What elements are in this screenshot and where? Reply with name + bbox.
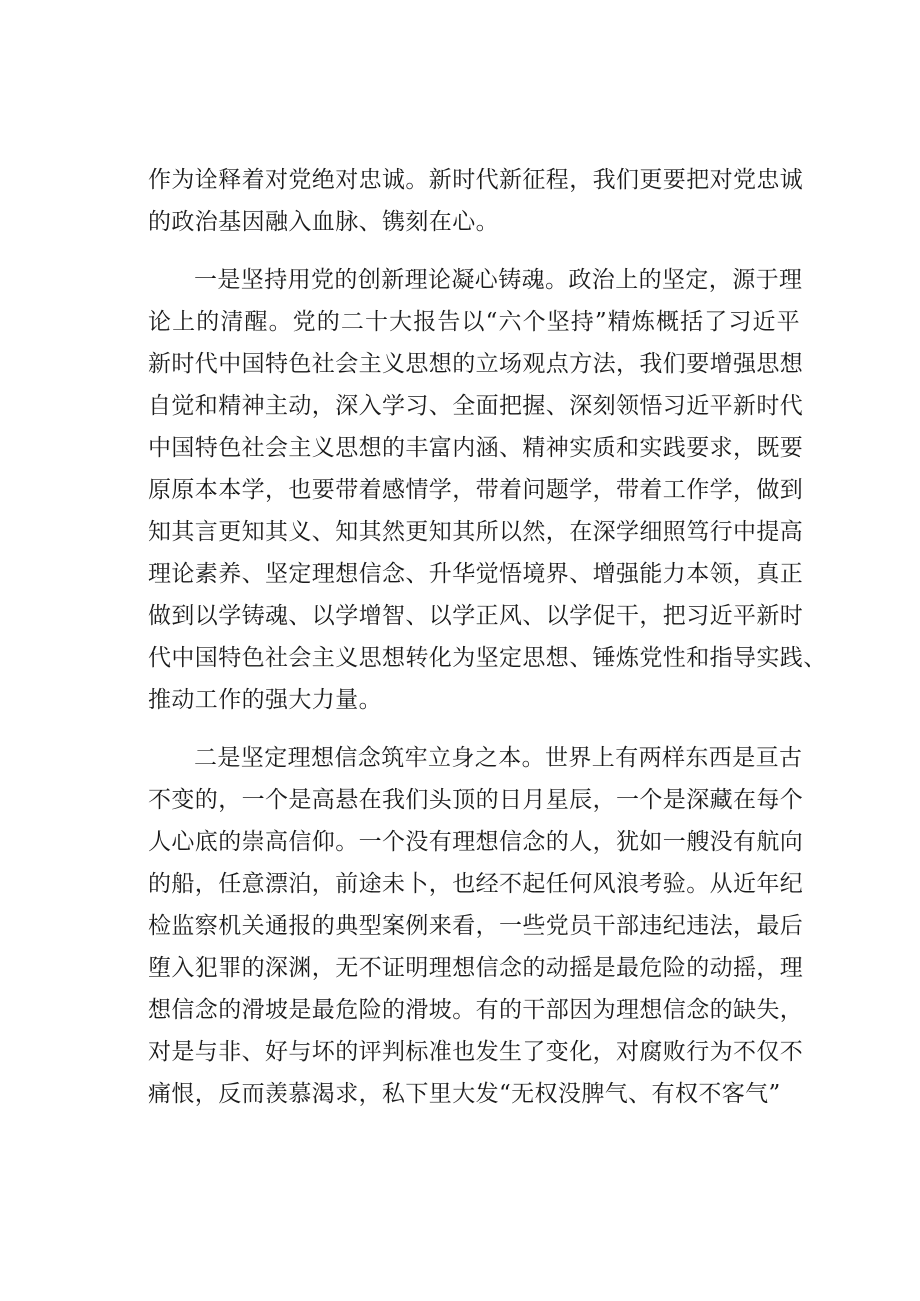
text-line: 推动工作的强大力量。 (148, 687, 382, 713)
text-line: 想信念的滑坡是最危险的滑坡。有的干部因为理想信念的缺失， (148, 997, 804, 1023)
text-line: 痛恨，反而羡慕渴求，私下里大发“无权没脾气、有权不客气” (148, 1081, 781, 1107)
text-line: 作为诠释着对党绝对忠诚。新时代新征程，我们更要把对党忠诚 (148, 167, 804, 193)
text-line: 新时代中国特色社会主义思想的立场观点方法，我们要增强思想 (148, 351, 804, 377)
text-line: 的船，任意漂泊，前途未卜，也经不起任何风浪考验。从近年纪 (148, 871, 804, 897)
text-line: 不变的，一个是高悬在我们头顶的日月星辰，一个是深藏在每个 (148, 787, 804, 813)
text-line: 的政治基因融入血脉、镌刻在心。 (148, 209, 499, 235)
text-line: 做到以学铸魂、以学增智、以学正风、以学促干，把习近平新时 (148, 603, 804, 629)
text-line: 自觉和精神主动，深入学习、全面把握、深刻领悟习近平新时代 (148, 393, 804, 419)
paragraph-gap (148, 721, 800, 737)
text-line: 堕入犯罪的深渊，无不证明理想信念的动摇是最危险的动摇，理 (148, 955, 804, 981)
text-line: 一是坚持用党的创新理论凝心铸魂。政治上的坚定，源于理 (194, 267, 803, 293)
text-line: 检监察机关通报的典型案例来看，一些党员干部违纪违法，最后 (148, 913, 804, 939)
paragraph (148, 259, 827, 721)
paragraph (148, 737, 804, 1115)
text-line: 对是与非、好与坏的评判标准也发生了变化，对腐败行为不仅不 (148, 1039, 804, 1065)
text-line: 原原本本学，也要带着感情学，带着问题学，带着工作学，做到 (148, 477, 804, 503)
text-line: 知其言更知其义、知其然更知其所以然，在深学细照笃行中提高 (148, 519, 804, 545)
text-line: 代中国特色社会主义思想转化为坚定思想、锤炼党性和指导实践、 (148, 645, 827, 671)
text-line: 人心底的崇高信仰。一个没有理想信念的人，犹如一艘没有航向 (148, 829, 804, 855)
text-line: 理论素养、坚定理想信念、升华觉悟境界、增强能力本领，真正 (148, 561, 804, 587)
paragraph-gap (148, 243, 800, 259)
text-line: 中国特色社会主义思想的丰富内涵、精神实质和实践要求，既要 (148, 435, 804, 461)
text-line: 论上的清醒。党的二十大报告以“六个坚持”精炼概括了习近平 (148, 309, 800, 335)
paragraph (148, 159, 804, 243)
document-body (148, 159, 827, 1115)
text-line: 二是坚定理想信念筑牢立身之本。世界上有两样东西是亘古 (194, 745, 803, 771)
